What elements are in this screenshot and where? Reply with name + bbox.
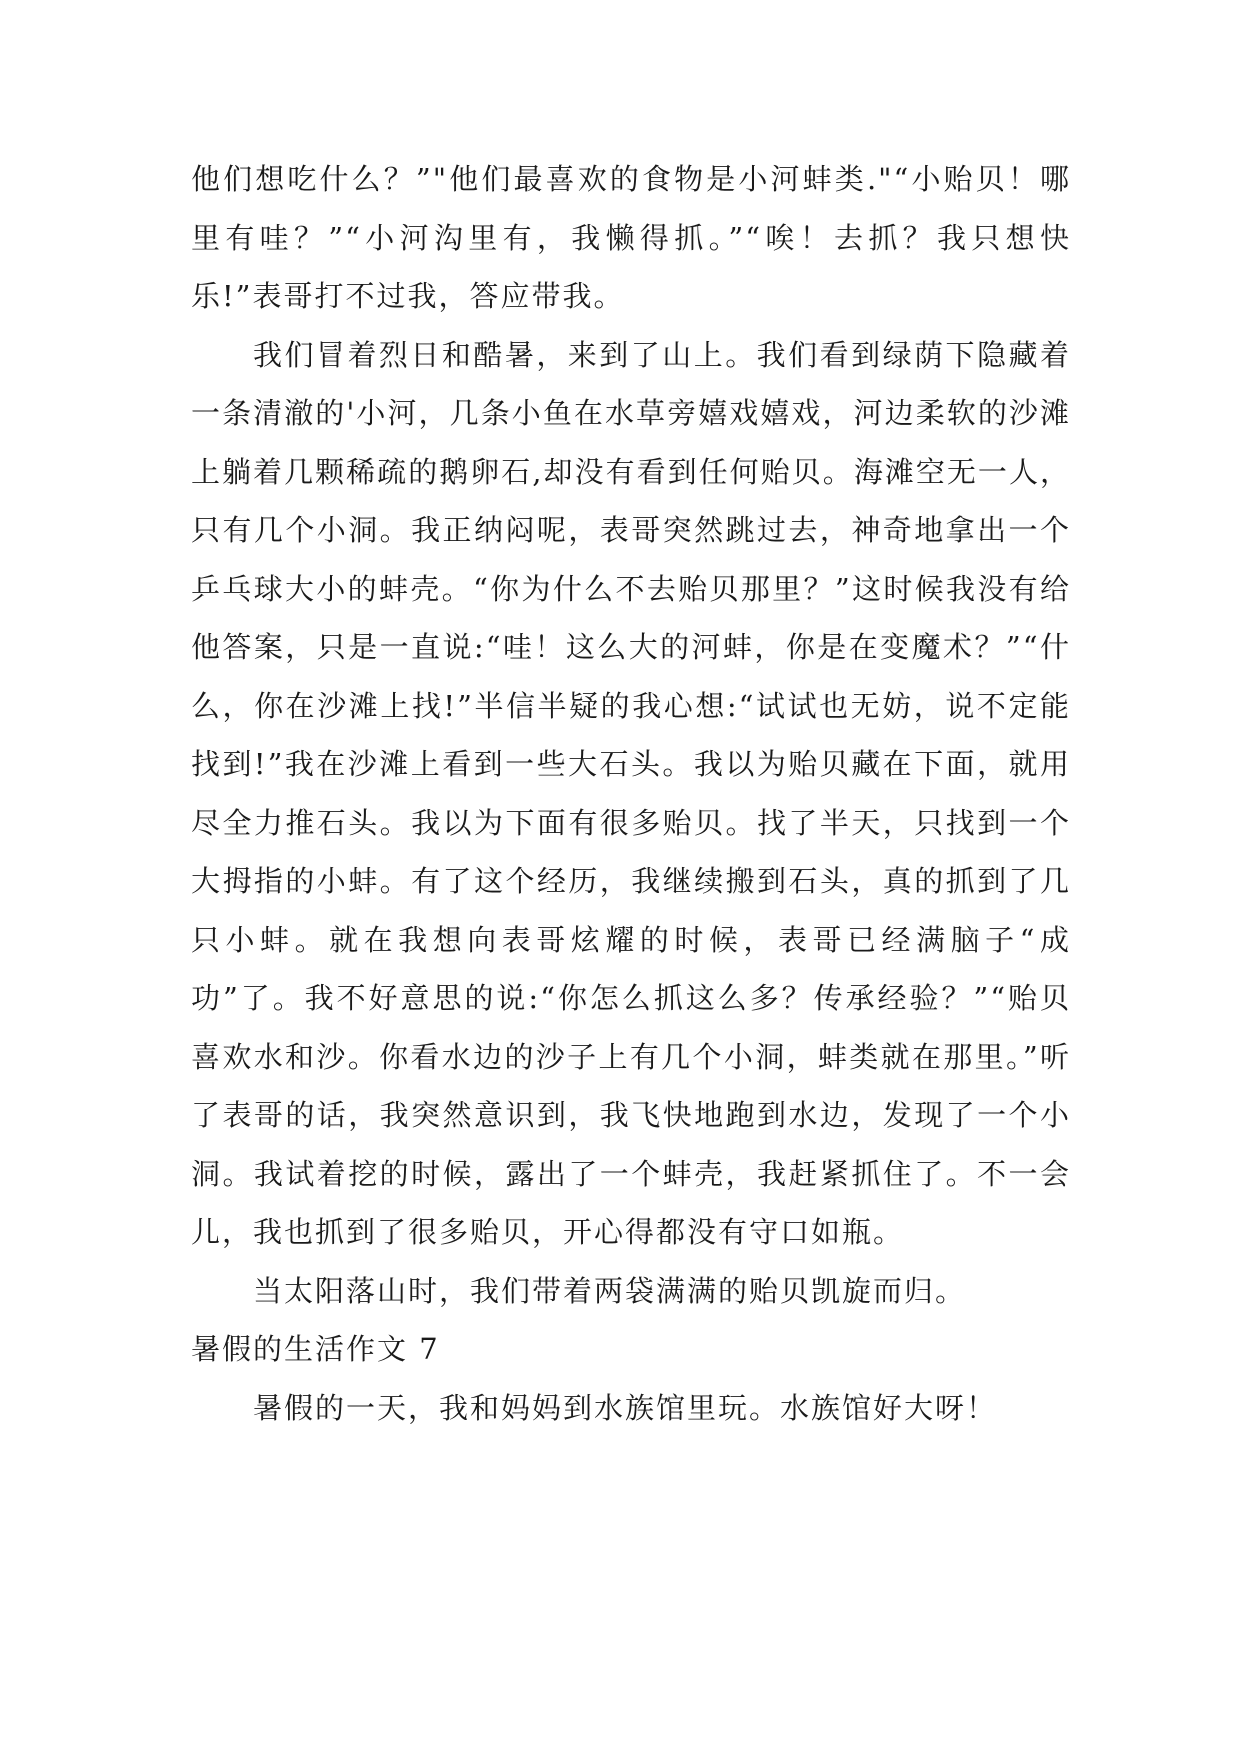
paragraph-river-mussels: 我们冒着烈日和酷暑，来到了山上。我们看到绿荫下隐藏着一条清澈的'小河，几条小鱼在水草旁嬉戏嬉戏，河边柔软的沙滩上躺着几颗稀疏的鹅卵石,却没有看到任何贻贝。海滩空无一人，只有几个小洞。我正纳闷呢，表哥突然跳过去，神奇地拿出一个乒乓球大小的蚌壳。“你为什么不去贻贝那里？”这时候我没有给他答案，只是一直说:“哇！这么大的河蚌，你是在变魔术？”“什么，你在沙滩上找!”半信半疑的我心想:“试试也无妨，说不定能找到!”我在沙滩上看到一些大石头。我以为贻贝藏在下面，就用尽全力推石头。我以为下面有很多贻贝。找了半天，只找到一个大拇指的小蚌。有了这个经历，我继续搬到石头，真的抓到了几只小蚌。就在我想向表哥炫耀的时候，表哥已经满脑子“成功”了。我不好意思的说:“你怎么抓这么多？传承经验？”“贻贝喜欢水和沙。你看水边的沙子上有几个小洞，蚌类就在那里。”听了表哥的话，我突然意识到，我飞快地跑到水边，发现了一个小洞。我试着挖的时候，露出了一个蚌壳，我赶紧抓住了。不一会儿，我也抓到了很多贻贝，开心得都没有守口如瓶。: [191, 337, 1071, 1249]
essay-body: [191, 150, 1071, 1437]
paragraph-sunset-return: 当太阳落山时，我们带着两袋满满的贻贝凯旋而归。: [253, 1273, 967, 1308]
paragraph-continuation: 他们想吃什么？”"他们最喜欢的食物是小河蚌类."“小贻贝！哪里有哇？”“小河沟里有，我懒得抓。”“唉！去抓？我只想快乐!”表哥打不过我，答应带我。: [191, 162, 1071, 313]
paragraph-aquarium: 暑假的一天，我和妈妈到水族馆里玩。水族馆好大呀！: [253, 1390, 998, 1425]
section-title: 暑假的生活作文 7: [191, 1332, 440, 1366]
